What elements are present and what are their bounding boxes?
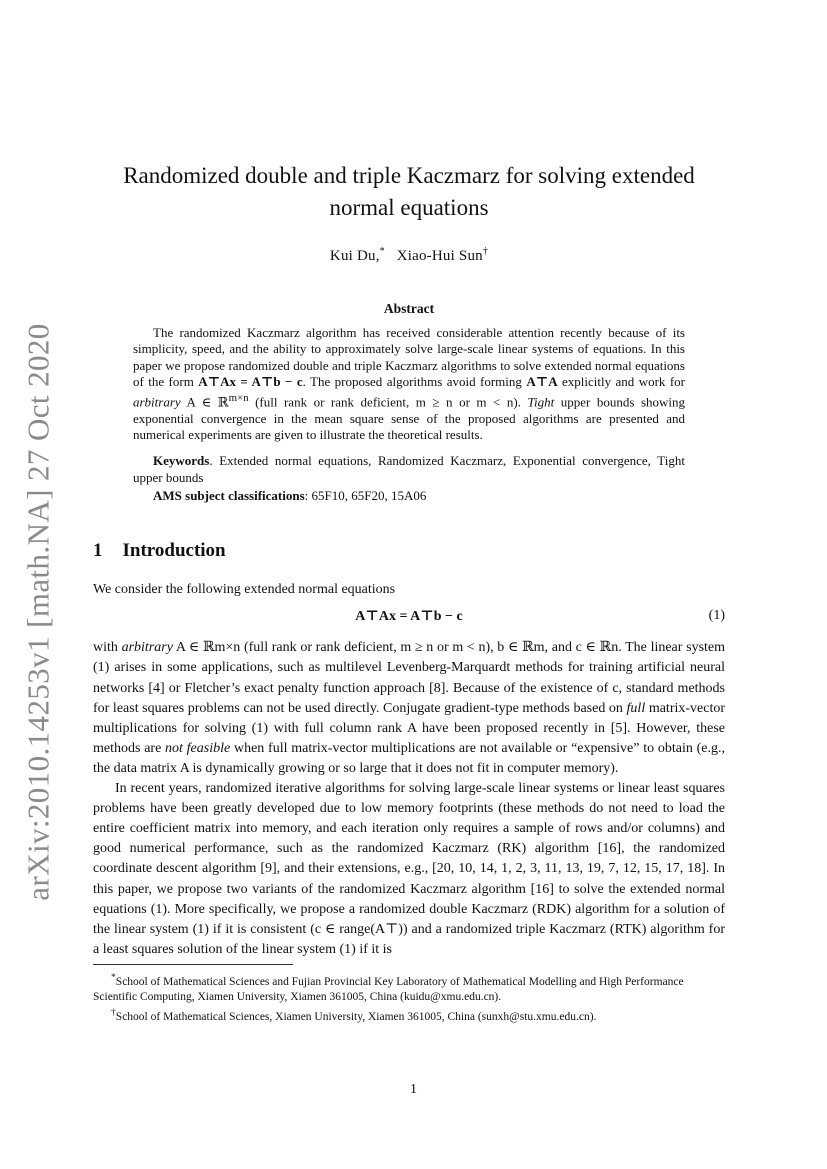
author-list <box>93 246 725 265</box>
title-line-1: Randomized double and triple Kaczmarz for solving extended <box>123 163 695 188</box>
author-footnote-mark: * <box>379 246 385 257</box>
section-heading <box>93 540 725 562</box>
ams-text: : 65F10, 65F20, 15A06 <box>304 488 427 503</box>
ams-label: AMS subject classifications <box>153 488 305 503</box>
keywords <box>133 453 685 486</box>
section-number: 1 <box>93 540 103 562</box>
page-number: 1 <box>410 1082 417 1097</box>
abstract-heading: Abstract <box>383 301 435 316</box>
author-footnote-mark: † <box>482 246 489 257</box>
paper-page <box>93 160 725 1025</box>
arxiv-identifier: arXiv:2010.14253v1 [math.NA] 27 Oct 2020 <box>21 323 56 901</box>
footnote-2: †School of Mathematical Sciences, Xiamen University, Xiamen 361005, China (sunxh@stu.xmu.edu.cn). <box>111 1006 597 1023</box>
footnote-rule <box>93 964 293 965</box>
ams-classifications <box>133 488 685 504</box>
abstract-text: The randomized Kaczmarz algorithm has received considerable attention recently because of its simplicity, speed, and the ability to approximately solve large-scale linear systems of equations. In this paper we propose randomized double and triple Kaczmarz algorithms to solve extended normal equations of the form A⊤Ax = A⊤b − c. The proposed algorithms avoid forming A⊤A explicitly and work for arbitrary A ∈ ℝ$^{m\times n}$ (full rank or rank deficient, m ≥ n or m < n). Tight upper bounds showing exponential convergence in the mean square sense of the proposed algorithms are presented and numerical experiments are given to illustrate the theoretical results. <box>133 325 686 443</box>
author-name: Xiao-Hui Sun <box>396 248 483 264</box>
author-name: Kui Du, <box>329 248 380 264</box>
intro-lead: We consider the following extended normal equations <box>93 582 396 598</box>
keywords-text: . Extended normal equations, Randomized Kaczmarz, Exponential convergence, Tight upper bounds <box>133 453 685 485</box>
footnotes <box>93 970 725 1025</box>
equation-expression: A⊤Ax = A⊤b − c <box>355 609 463 625</box>
paper-title <box>93 160 725 224</box>
intro-paragraph-2: In recent years, randomized iterative algorithms for solving large-scale linear systems or linear least squares problems have been greatly developed due to low memory footprints (these methods do not need to load the entire coefficient matrix into memory, and each iteration only requires a sample of rows and/or columns) and good numerical performance, such as the randomized Kaczmarz (RK) algorithm [16], the randomized coordinate descent algorithm [9], and their extensions, e.g., [20, 10, 14, 1, 2, 3, 11, 13, 19, 7, 12, 15, 17, 18]. In this paper, we propose two variants of the randomized Kaczmarz algorithm [16] to solve the extended normal equations (1). More specifically, we propose a randomized double Kaczmarz (RDK) algorithm for a solution of the linear system (1) if it is consistent (c ∈ range(A⊤)) and a randomized triple Kaczmarz (RTK) algorithm for a least squares solution of the linear system (1) if it is <box>93 781 725 957</box>
equation-number: (1) <box>708 608 725 624</box>
title-line-2: normal equations <box>329 195 489 220</box>
arxiv-side-stamp <box>6 323 72 901</box>
section-title: Introduction <box>122 540 226 562</box>
footnote-1: *School of Mathematical Sciences and Fujian Provincial Key Laboratory of Mathematical Modelling and High Performance Scientific Computing, Xiamen University, Xiamen 361005, China (kuidu@xmu.edu.cn). <box>93 971 684 1003</box>
keywords-label: Keywords <box>153 453 210 469</box>
intro-paragraph-1: with arbitrary A ∈ ℝm×n (full rank or rank deficient, m ≥ n or m < n), b ∈ ℝm, and c ∈ ℝn. The linear system (1) arises in some applications, such as multilevel Levenberg-Marquardt methods for training artificial neural networks [4] or Fletcher’s exact penalty function approach [8]. Because of the existence of c, standard methods for least squares problems can not be used directly. Conjugate gradient-type methods based on full matrix-vector multiplications for solving (1) with full column rank A have been proposed recently in [5]. However, these methods are not feasible when full matrix-vector multiplications are not available or “expensive” to obtain (e.g., the data matrix A is dynamically growing or so large that it does not fit in computer memory). <box>93 640 726 776</box>
equation-1 <box>93 608 725 630</box>
